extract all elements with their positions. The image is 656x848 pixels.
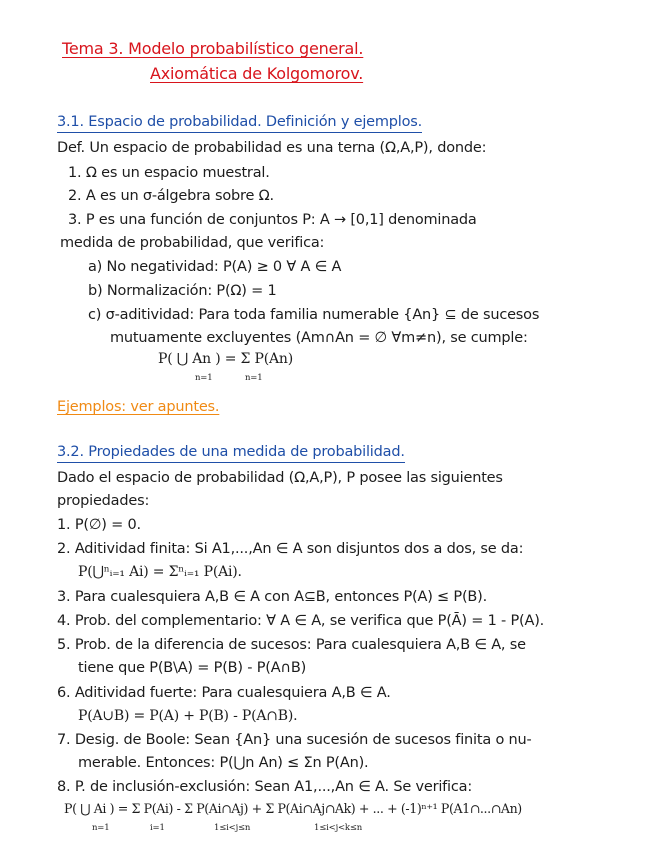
property-6-formula: P(A∪B) = P(A) + P(B) - P(A∩B). bbox=[78, 708, 298, 724]
property-5: 5. Prob. de la diferencia de sucesos: Para cualesquiera A,B ∈ A, se bbox=[57, 637, 526, 653]
property-7: 7. Desig. de Boole: Sean {An} una sucesión de sucesos finita o nu- bbox=[57, 732, 532, 748]
properties-intro: Dado el espacio de probabilidad (Ω,A,P), P posee las siguientes bbox=[57, 470, 503, 486]
axiom-c: c) σ-aditividad: Para toda familia numerable {An} ⊆ de sucesos bbox=[88, 307, 540, 323]
inclusion-exclusion-formula: P( ⋃ Ai ) = Σ P(Ai) - Σ P(Ai∩Aj) + Σ P(Ai∩Aj∩Ak) + ... + (-1)ⁿ⁺¹ P(A1∩...∩An) bbox=[64, 801, 522, 816]
properties-intro-cont: propiedades: bbox=[57, 493, 150, 509]
property-6: 6. Aditividad fuerte: Para cualesquiera A,B ∈ A. bbox=[57, 685, 391, 701]
property-7-cont: merable. Entonces: P(⋃n An) ≤ Σn P(An). bbox=[78, 755, 369, 771]
property-4: 4. Prob. del complementario: ∀ A ∈ A, se verifica que P(Ā) = 1 - P(A). bbox=[57, 613, 545, 629]
sigma-additivity-formula bbox=[158, 350, 293, 368]
definition-item-1: 1. Ω es un espacio muestral. bbox=[68, 165, 270, 181]
axiom-c-cont: mutuamente excluyentes (Am∩An = ∅ ∀m≠n), se cumple: bbox=[110, 330, 528, 346]
axiom-a: a) No negatividad: P(A) ≥ 0 ∀ A ∈ A bbox=[88, 259, 342, 275]
ie-sub-union: n=1 bbox=[92, 823, 110, 833]
property-2: 2. Aditividad finita: Si A1,...,An ∈ A son disjuntos dos a dos, se da: bbox=[57, 541, 524, 557]
definition-item-3-cont: medida de probabilidad, que verifica: bbox=[60, 235, 325, 251]
ie-sub-sum-3: 1≤i<j<k≤n bbox=[314, 823, 363, 833]
formula-sum-index: n=1 bbox=[245, 373, 263, 383]
formula-union-index: n=1 bbox=[195, 373, 213, 383]
property-1: 1. P(∅) = 0. bbox=[57, 517, 141, 533]
formula-body: P( ⋃ An ) = Σ P(An) bbox=[158, 351, 293, 367]
ie-sub-sum-1: i=1 bbox=[150, 823, 165, 833]
property-5-cont: tiene que P(B\A) = P(B) - P(A∩B) bbox=[78, 660, 307, 676]
definition-item-3: 3. P es una función de conjuntos P: A → [0,1] denominada bbox=[68, 212, 477, 228]
axiom-b: b) Normalización: P(Ω) = 1 bbox=[88, 283, 277, 299]
title-line-2: Axiomática de Kolgomorov. bbox=[150, 64, 364, 83]
section-1-heading: 3.1. Espacio de probabilidad. Definición y ejemplos. bbox=[57, 113, 422, 133]
examples-note: Ejemplos: ver apuntes. bbox=[57, 399, 220, 415]
ie-sub-sum-2: 1≤i<j≤n bbox=[214, 823, 251, 833]
definition-text: Def. Un espacio de probabilidad es una terna (Ω,A,P), donde: bbox=[57, 140, 487, 156]
section-2-heading: 3.2. Propiedades de una medida de probabilidad. bbox=[57, 443, 405, 463]
property-2-formula: P(⋃ⁿᵢ₌₁ Ai) = Σⁿᵢ₌₁ P(Ai). bbox=[78, 564, 242, 580]
title-line-1: Tema 3. Modelo probabilístico general. bbox=[62, 39, 364, 58]
property-8: 8. P. de inclusión-exclusión: Sean A1,...,An ∈ A. Se verifica: bbox=[57, 779, 473, 795]
definition-item-2: 2. A es un σ-álgebra sobre Ω. bbox=[68, 188, 274, 204]
property-3: 3. Para cualesquiera A,B ∈ A con A⊆B, entonces P(A) ≤ P(B). bbox=[57, 589, 488, 605]
